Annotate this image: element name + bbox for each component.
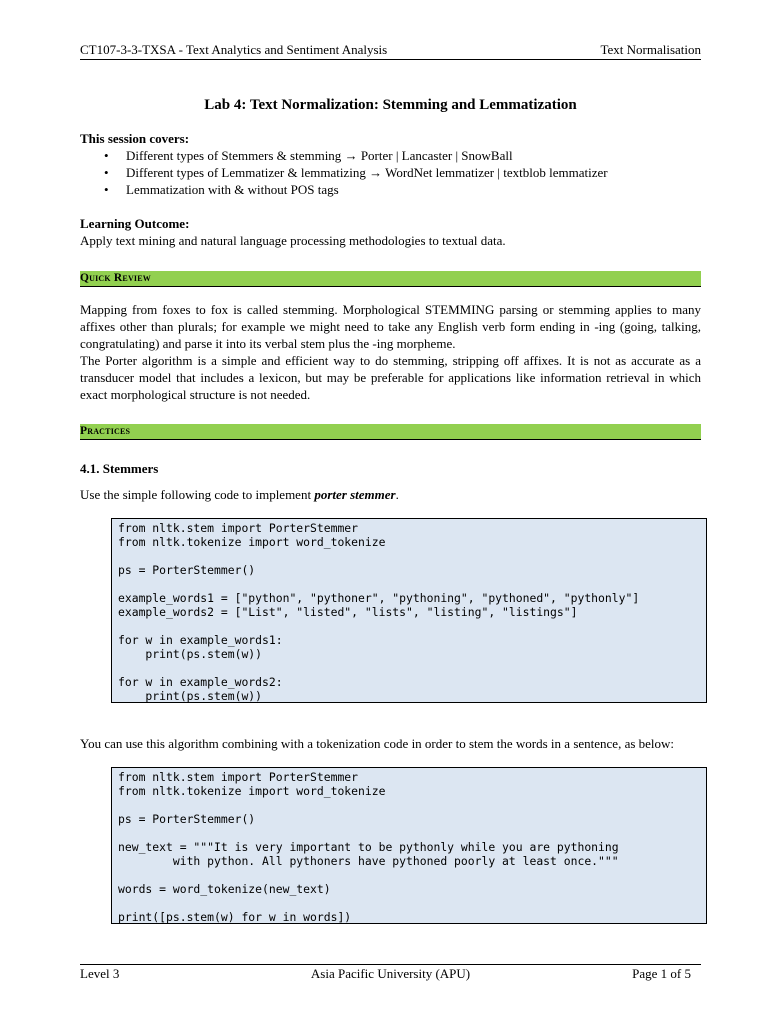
quick-review-heading: Quick Review — [80, 271, 701, 287]
intro-end: . — [395, 487, 399, 502]
code-line: from nltk.tokenize import word_tokenize — [118, 784, 386, 798]
document-title: Lab 4: Text Normalization: Stemming and Lemmatization — [204, 97, 577, 113]
intro-text: Use the simple following code to implement — [80, 487, 315, 502]
code-line — [118, 798, 700, 812]
bullet-icon: • — [104, 148, 109, 163]
code-line: example_words2 = ["List", "listed", "lists", "listing", "listings"] — [118, 605, 578, 619]
code-line: from nltk.stem import PorterStemmer — [118, 770, 359, 784]
code-line: for w in example_words2: — [118, 675, 283, 689]
code-line: for w in example_words1: — [118, 633, 283, 647]
code-line: print([ps.stem(w) for w in words]) — [118, 910, 352, 924]
intro-emphasis: porter stemmer — [314, 487, 396, 502]
header-course: CT107-3-3-TXSA - Text Analytics and Sentiment Analysis — [80, 42, 388, 57]
code-line — [118, 868, 700, 882]
code-line: from nltk.tokenize import word_tokenize — [118, 535, 386, 549]
stemmers-subheading: 4.1. Stemmers — [80, 461, 159, 476]
session-item — [80, 147, 701, 164]
bullet-icon: • — [104, 182, 109, 197]
footer-university: Asia Pacific University (APU) — [310, 966, 471, 981]
code-block-porter — [111, 518, 707, 703]
quick-review-paragraph: The Porter algorithm is a simple and efficient way to do stemming, stripping off affixes. It is not as accurate as a transducer model that includes a lexicon, but may be preferable for applications like information retrieval in which exact morphological structure is not needed. — [80, 353, 701, 402]
footer-page-number: Page 1 of 5 — [632, 966, 691, 981]
code-line: from nltk.stem import PorterStemmer — [118, 521, 359, 535]
code-line — [118, 896, 700, 910]
code-line — [118, 661, 700, 675]
code-line — [118, 826, 700, 840]
code-line: ps = PorterStemmer() — [118, 563, 256, 577]
learning-outcome-section — [80, 215, 701, 249]
code-line: with python. All pythoners have pythoned poorly at least once.""" — [118, 854, 619, 868]
code-line — [118, 619, 700, 633]
session-item-text: Different types of Stemmers & stemming — [126, 148, 345, 163]
session-list — [80, 147, 701, 198]
page-footer — [80, 964, 701, 982]
header-topic: Text Normalisation — [600, 42, 701, 57]
session-item — [80, 164, 701, 181]
arrow-icon: → — [369, 165, 383, 180]
practices-heading: Practices — [80, 424, 701, 440]
code-line: print(ps.stem(w)) — [118, 647, 263, 661]
code-line: ps = PorterStemmer() — [118, 812, 256, 826]
session-section — [80, 130, 701, 198]
session-item-tail: Porter | Lancaster | SnowBall — [357, 148, 513, 163]
session-item-text: Lemmatization with & without POS tags — [126, 182, 339, 197]
page-header — [80, 42, 701, 60]
bullet-icon: • — [104, 165, 109, 180]
session-item-text: Different types of Lemmatizer & lemmatizing — [126, 165, 370, 180]
session-item — [80, 181, 701, 198]
learning-outcome-heading: Learning Outcome: — [80, 216, 190, 231]
code-line — [118, 577, 700, 591]
code-line: print(ps.stem(w)) — [118, 689, 263, 703]
code-block-tokenize — [111, 767, 707, 924]
code-line: new_text = """It is very important to be pythonly while you are pythoning — [118, 840, 619, 854]
footer-level: Level 3 — [80, 966, 120, 981]
arrow-icon: → — [344, 148, 358, 163]
combined-intro: You can use this algorithm combining with a tokenization code in order to stem the words in a sentence, as below: — [80, 736, 675, 751]
quick-review-body — [80, 301, 701, 403]
code-line — [118, 549, 700, 563]
learning-outcome-text: Apply text mining and natural language processing methodologies to textual data. — [80, 233, 506, 248]
session-item-tail: WordNet lemmatizer | textblob lemmatizer — [382, 165, 608, 180]
quick-review-paragraph: Mapping from foxes to fox is called stemming. Morphological STEMMING parsing or stemming applies to many affixes other than plurals; for example we might need to take any English verb form ending in -ing (going, talking, congratulating) and parse it into its verbal stem plus the -ing morpheme. — [80, 302, 701, 351]
session-heading: This session covers: — [80, 131, 190, 146]
code-line: words = word_tokenize(new_text) — [118, 882, 331, 896]
stemmers-intro — [80, 486, 701, 503]
code-line: example_words1 = ["python", "pythoner", "pythoning", "pythoned", "pythonly"] — [118, 591, 640, 605]
